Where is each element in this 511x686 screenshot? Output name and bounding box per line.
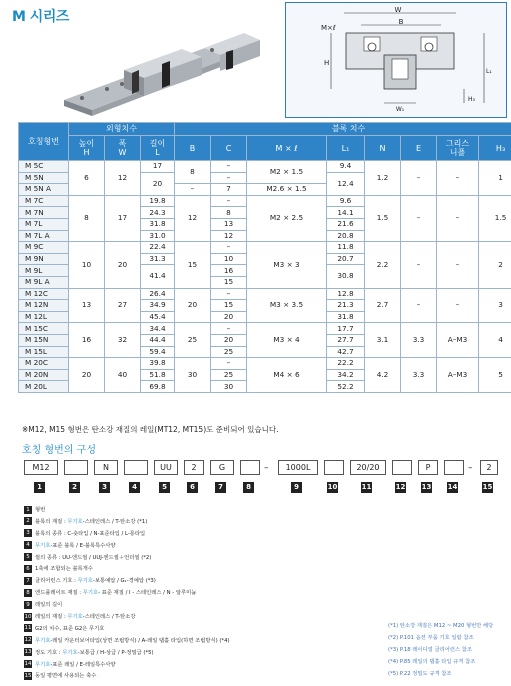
grease-cell: – bbox=[437, 161, 479, 196]
header-n: N bbox=[365, 136, 401, 161]
l1-cell: 27.7 bbox=[327, 334, 365, 346]
code-box-8 bbox=[240, 460, 260, 475]
legend-highlight: 무기호 bbox=[35, 637, 51, 644]
footnote-carbon-steel: ※M12, M15 형번은 탄소강 재질의 레일(MT12, MT15)도 준비되어 있습니다. bbox=[22, 425, 279, 434]
legend-num: 15 bbox=[24, 672, 32, 679]
e-cell: – bbox=[401, 161, 437, 196]
l-cell: 45.4 bbox=[141, 311, 175, 323]
legend-text: 씰의 종류 : UU-엔드씰 / UUJ-엔드씰＋언더씰 (*2) bbox=[35, 554, 152, 561]
table-row bbox=[19, 195, 511, 207]
header-h: 높이 H bbox=[69, 136, 105, 161]
model-cell: M 7N bbox=[19, 207, 69, 219]
c-cell: – bbox=[211, 323, 247, 335]
model-cell: M 20C bbox=[19, 358, 69, 370]
product-photo bbox=[62, 28, 262, 120]
l1-cell: 12.8 bbox=[327, 288, 365, 300]
legend-num: 14 bbox=[24, 661, 32, 668]
l1-cell: 17.7 bbox=[327, 323, 365, 335]
dim-mxl-label: M×ℓ bbox=[321, 24, 336, 32]
model-cell: M 7C bbox=[19, 195, 69, 207]
section-title-code: 호칭 형번의 구성 bbox=[22, 445, 96, 456]
n-cell: 4.2 bbox=[365, 358, 401, 393]
w-cell: 32 bbox=[105, 323, 141, 358]
legend-highlight: 무기호 bbox=[77, 578, 94, 585]
header-block: 블록 치수 bbox=[175, 123, 511, 136]
code-num: 14 bbox=[447, 483, 458, 491]
legend-num: 1 bbox=[24, 506, 32, 514]
h3-cell: 4 bbox=[479, 323, 511, 358]
l1-cell: 21.3 bbox=[327, 300, 365, 312]
code-num: 3 bbox=[99, 482, 110, 493]
list-item bbox=[24, 576, 384, 588]
legend-text: 정도 기호 : bbox=[35, 649, 63, 656]
l-cell: 59.4 bbox=[141, 346, 175, 358]
model-cell: M 15C bbox=[19, 323, 69, 335]
header-h3: H₃ bbox=[479, 136, 511, 161]
list-item bbox=[24, 553, 384, 565]
legend-highlight: 무기호 bbox=[35, 661, 51, 668]
list-item bbox=[24, 671, 384, 683]
legend-text: 블록의 재질 : bbox=[35, 518, 68, 525]
b-cell: – bbox=[175, 184, 211, 196]
legend-highlight: 무기호 bbox=[67, 614, 83, 621]
mxl-cell: M4 × 6 bbox=[247, 358, 327, 393]
code-num: 6 bbox=[187, 482, 198, 493]
code-num: 2 bbox=[69, 482, 80, 493]
c-cell: 7 bbox=[211, 184, 247, 196]
c-cell: 13 bbox=[211, 218, 247, 230]
legend-num: 5 bbox=[24, 553, 32, 561]
legend-highlight: 무기호 bbox=[67, 518, 83, 525]
l-cell: 22.4 bbox=[141, 242, 175, 254]
cross-section-diagram bbox=[285, 2, 507, 118]
n-cell: 1.2 bbox=[365, 161, 401, 196]
b-cell: 12 bbox=[175, 195, 211, 241]
h-cell: 10 bbox=[69, 242, 105, 288]
code-box-5: UU bbox=[154, 460, 178, 475]
c-cell: 12 bbox=[211, 230, 247, 242]
legend-text: 엔드플레이트 재질 : bbox=[35, 590, 83, 597]
h-cell: 16 bbox=[69, 323, 105, 358]
model-cell: M 9L A bbox=[19, 276, 69, 288]
h3-cell: 1 bbox=[479, 161, 511, 196]
grease-cell: – bbox=[437, 242, 479, 288]
legend-num: 4 bbox=[24, 541, 32, 549]
list-item bbox=[24, 517, 384, 529]
code-num: 4 bbox=[129, 482, 140, 493]
w-cell: 17 bbox=[105, 195, 141, 241]
e-cell: 3.3 bbox=[401, 323, 437, 358]
h-cell: 20 bbox=[69, 358, 105, 393]
code-box-4 bbox=[124, 460, 148, 475]
legend-num: 7 bbox=[24, 577, 32, 585]
code-num: 13 bbox=[421, 483, 432, 491]
header-outer: 외형치수 bbox=[69, 123, 175, 136]
code-num: 5 bbox=[159, 482, 170, 493]
h3-cell: 1.5 bbox=[479, 195, 511, 241]
legend-text: 1축에 조합되는 블록개수 bbox=[35, 566, 93, 573]
list-item bbox=[24, 505, 384, 517]
legend-text: 블록의 종류 : C-숏타입 / N-표준타입 / L-롱타입 bbox=[35, 530, 146, 537]
code-box-14 bbox=[444, 460, 464, 475]
mxl-cell: M3 × 4 bbox=[247, 323, 327, 358]
mxl-cell: M3 × 3.5 bbox=[247, 288, 327, 323]
l-cell: 26.4 bbox=[141, 288, 175, 300]
w-cell: 40 bbox=[105, 358, 141, 393]
c-cell: – bbox=[211, 195, 247, 207]
grease-cell: A–M3 bbox=[437, 358, 479, 393]
w-cell: 12 bbox=[105, 161, 141, 196]
dim-b-label: B bbox=[398, 18, 404, 26]
code-box-2 bbox=[64, 460, 88, 475]
l-cell: 34.9 bbox=[141, 300, 175, 312]
l-cell: 51.8 bbox=[141, 369, 175, 381]
code-num: 12 bbox=[395, 483, 406, 491]
code-box-9: 1000L bbox=[278, 460, 318, 475]
n-cell: 2.7 bbox=[365, 288, 401, 323]
dim-h3-label: H₃ bbox=[468, 96, 475, 103]
e-cell: – bbox=[401, 242, 437, 288]
legend-text: -표준 레일 / E-레일특수사양 bbox=[50, 661, 116, 668]
c-cell: 25 bbox=[211, 346, 247, 358]
l-cell: 20 bbox=[141, 172, 175, 195]
model-cell: M 7L bbox=[19, 218, 69, 230]
c-cell: 15 bbox=[211, 276, 247, 288]
legend-highlight: 무기호 bbox=[62, 649, 78, 656]
legend-num: 12 bbox=[24, 637, 32, 644]
c-cell: – bbox=[211, 172, 247, 184]
w-cell: 20 bbox=[105, 242, 141, 288]
l-cell: 31.8 bbox=[141, 218, 175, 230]
legend-text: -보통예압 / G₁-경예압 (*3) bbox=[93, 578, 156, 585]
list-item bbox=[24, 612, 384, 624]
l-cell: 17 bbox=[141, 161, 175, 173]
dim-l1-label: L₁ bbox=[486, 68, 492, 75]
code-box-15: 2 bbox=[480, 460, 498, 475]
l1-cell: 30.8 bbox=[327, 265, 365, 288]
l1-cell: 20.7 bbox=[327, 253, 365, 265]
legend-text: 레일의 길이 bbox=[35, 602, 63, 609]
list-item bbox=[24, 529, 384, 541]
l-cell: 34.4 bbox=[141, 323, 175, 335]
n-cell: 1.5 bbox=[365, 195, 401, 241]
spec-table bbox=[18, 122, 511, 393]
header-model: 호칭형번 bbox=[19, 123, 69, 161]
model-cell: M 12C bbox=[19, 288, 69, 300]
l1-cell: 34.2 bbox=[327, 369, 365, 381]
model-cell: M 7L A bbox=[19, 230, 69, 242]
table-row bbox=[19, 242, 511, 254]
h3-cell: 5 bbox=[479, 358, 511, 393]
l-cell: 31.0 bbox=[141, 230, 175, 242]
l1-cell: 22.2 bbox=[327, 358, 365, 370]
l1-cell: 21.6 bbox=[327, 218, 365, 230]
code-num: 8 bbox=[243, 482, 254, 493]
list-item bbox=[24, 600, 384, 612]
l1-cell: 31.8 bbox=[327, 311, 365, 323]
footnotes bbox=[388, 620, 510, 680]
legend-num: 6 bbox=[24, 565, 32, 573]
h-cell: 13 bbox=[69, 288, 105, 323]
legend-text: - 표준 재질 / I - 스테인레스 / N - 알루미늄 bbox=[98, 590, 197, 597]
c-cell: 30 bbox=[211, 381, 247, 393]
c-cell: – bbox=[211, 242, 247, 254]
code-box-12 bbox=[392, 460, 412, 475]
model-cell: M 15N bbox=[19, 334, 69, 346]
list-item bbox=[24, 564, 384, 576]
model-cell: M 9L bbox=[19, 265, 69, 277]
header-b: B bbox=[175, 136, 211, 161]
header-c: C bbox=[211, 136, 247, 161]
l1-cell: 12.4 bbox=[327, 172, 365, 195]
c-cell: 20 bbox=[211, 334, 247, 346]
header-l1: L₁ bbox=[327, 136, 365, 161]
model-cell: M 15L bbox=[19, 346, 69, 358]
footnote-2: (*2) P.101 옵션 부품 기호 일람 참조 bbox=[388, 635, 474, 641]
list-item bbox=[24, 648, 384, 660]
list-item bbox=[24, 636, 384, 648]
table-row bbox=[19, 358, 511, 370]
l1-cell: 42.7 bbox=[327, 346, 365, 358]
h-cell: 6 bbox=[69, 161, 105, 196]
l1-cell: 9.4 bbox=[327, 161, 365, 173]
l-cell: 19.8 bbox=[141, 195, 175, 207]
c-cell: – bbox=[211, 161, 247, 173]
l1-cell: 20.8 bbox=[327, 230, 365, 242]
code-dash: – bbox=[468, 463, 473, 473]
code-box-13: P bbox=[418, 460, 438, 475]
h-cell: 8 bbox=[69, 195, 105, 241]
legend-num: 13 bbox=[24, 649, 32, 656]
code-num: 9 bbox=[291, 482, 302, 493]
legend-text: -레일 카운터보어타입(상면 조립방식) / A-레일 탭홀 타입(하면 조립방식) (*4) bbox=[50, 637, 230, 644]
legend-highlight: 무기호 bbox=[35, 542, 51, 549]
code-num: 1 bbox=[34, 482, 45, 493]
b-cell: 30 bbox=[175, 358, 211, 393]
legend-highlight: 무기호 bbox=[82, 590, 99, 597]
table-row bbox=[19, 323, 511, 335]
model-cell: M 20L bbox=[19, 381, 69, 393]
code-num: 10 bbox=[327, 483, 338, 491]
c-cell: 20 bbox=[211, 311, 247, 323]
c-cell: – bbox=[211, 358, 247, 370]
l1-cell: 9.6 bbox=[327, 195, 365, 207]
legend-text: 형번 bbox=[35, 507, 46, 513]
dim-w1-label: W₁ bbox=[395, 106, 405, 113]
legend-text: G2의 치수, 표준 G2은 무기호 bbox=[35, 625, 105, 632]
legend-text: 동일 평면에 사용되는 축수 bbox=[35, 673, 97, 680]
grease-cell: – bbox=[437, 195, 479, 241]
e-cell: – bbox=[401, 288, 437, 323]
c-cell: 8 bbox=[211, 207, 247, 219]
list-item bbox=[24, 588, 384, 600]
dim-w-label: W bbox=[394, 6, 402, 14]
h3-cell: 3 bbox=[479, 288, 511, 323]
header-l: 길이 L bbox=[141, 136, 175, 161]
code-box-1: M12 bbox=[24, 460, 58, 475]
code-box-3: N bbox=[94, 460, 118, 475]
l-cell: 39.8 bbox=[141, 358, 175, 370]
code-box-10 bbox=[324, 460, 344, 475]
legend-num: 3 bbox=[24, 529, 32, 537]
legend-text: 레일의 재질 : bbox=[35, 614, 68, 621]
header-mxl: M × ℓ bbox=[247, 136, 327, 161]
list-item bbox=[24, 624, 384, 636]
l-cell: 31.3 bbox=[141, 253, 175, 265]
legend-text: -표준 블록 / E-블록특수사양 bbox=[50, 542, 116, 549]
c-cell: – bbox=[211, 288, 247, 300]
l1-cell: 52.2 bbox=[327, 381, 365, 393]
footnote-1: (*1) 탄소강 재질은 M12 ~ M20 형번만 해당 bbox=[388, 623, 494, 629]
code-construction bbox=[24, 460, 504, 500]
c-cell: 10 bbox=[211, 253, 247, 265]
model-cell: M 5N A bbox=[19, 184, 69, 196]
legend-num: 8 bbox=[24, 589, 32, 597]
legend-num: 2 bbox=[24, 517, 32, 525]
e-cell: – bbox=[401, 195, 437, 241]
model-cell: M 12L bbox=[19, 311, 69, 323]
e-cell: 3.3 bbox=[401, 358, 437, 393]
model-cell: M 12N bbox=[19, 300, 69, 312]
b-cell: 20 bbox=[175, 288, 211, 323]
footnote-5: (*5) P.22 정밀도 규격 참조 bbox=[388, 671, 452, 677]
b-cell: 25 bbox=[175, 323, 211, 358]
legend-num: 9 bbox=[24, 601, 32, 609]
model-cell: M 9N bbox=[19, 253, 69, 265]
grease-cell: – bbox=[437, 288, 479, 323]
mxl-cell: M2.6 × 1.5 bbox=[247, 184, 327, 196]
model-cell: M 9C bbox=[19, 242, 69, 254]
code-box-11: 20/20 bbox=[350, 460, 386, 475]
legend-num: 11 bbox=[24, 625, 32, 632]
code-num: 15 bbox=[482, 483, 493, 491]
code-box-6: 2 bbox=[184, 460, 204, 475]
l-cell: 44.4 bbox=[141, 334, 175, 346]
l1-cell: 11.8 bbox=[327, 242, 365, 254]
c-cell: 25 bbox=[211, 369, 247, 381]
header-grease: 그리스 니플 bbox=[437, 136, 479, 161]
n-cell: 2.2 bbox=[365, 242, 401, 288]
header-e: E bbox=[401, 136, 437, 161]
code-legend bbox=[24, 505, 384, 683]
list-item bbox=[24, 660, 384, 672]
code-num: 7 bbox=[215, 482, 226, 493]
l-cell: 24.3 bbox=[141, 207, 175, 219]
model-cell: M 20N bbox=[19, 369, 69, 381]
model-cell: M 5C bbox=[19, 161, 69, 173]
code-num: 11 bbox=[361, 483, 372, 491]
legend-text: 클리어런스 기호 : bbox=[35, 578, 78, 585]
w-cell: 27 bbox=[105, 288, 141, 323]
page-title: M 시리즈 bbox=[12, 9, 69, 25]
mxl-cell: M3 × 3 bbox=[247, 242, 327, 288]
code-box-7: G bbox=[210, 460, 234, 475]
header-w: 폭 W bbox=[105, 136, 141, 161]
dim-h-label: H bbox=[324, 59, 330, 67]
table-row bbox=[19, 161, 511, 173]
l-cell: 69.8 bbox=[141, 381, 175, 393]
c-cell: 15 bbox=[211, 300, 247, 312]
legend-text: -보통급 / H-상급 / P-정밀급 (*5) bbox=[77, 649, 154, 656]
h3-cell: 2 bbox=[479, 242, 511, 288]
list-item bbox=[24, 541, 384, 553]
legend-text: -스테인레스 / T-탄소강 (*1) bbox=[82, 518, 148, 525]
grease-cell: A–M3 bbox=[437, 323, 479, 358]
footnote-3: (*3) P.18 레이디얼 클리어런스 참조 bbox=[388, 647, 472, 653]
code-dash: – bbox=[264, 463, 269, 473]
table-row bbox=[19, 288, 511, 300]
l-cell: 41.4 bbox=[141, 265, 175, 288]
footnote-4: (*4) P.85 레일의 탭홀 타입 규격 참조 bbox=[388, 659, 476, 665]
b-cell: 8 bbox=[175, 161, 211, 184]
mxl-cell: M2 × 1.5 bbox=[247, 161, 327, 184]
mxl-cell: M2 × 2.5 bbox=[247, 195, 327, 241]
legend-text: -스테인레스 / T-탄소강 bbox=[82, 614, 136, 621]
legend-num: 10 bbox=[24, 613, 32, 620]
n-cell: 3.1 bbox=[365, 323, 401, 358]
model-cell: M 5N bbox=[19, 172, 69, 184]
b-cell: 15 bbox=[175, 242, 211, 288]
l1-cell: 14.1 bbox=[327, 207, 365, 219]
c-cell: 16 bbox=[211, 265, 247, 277]
